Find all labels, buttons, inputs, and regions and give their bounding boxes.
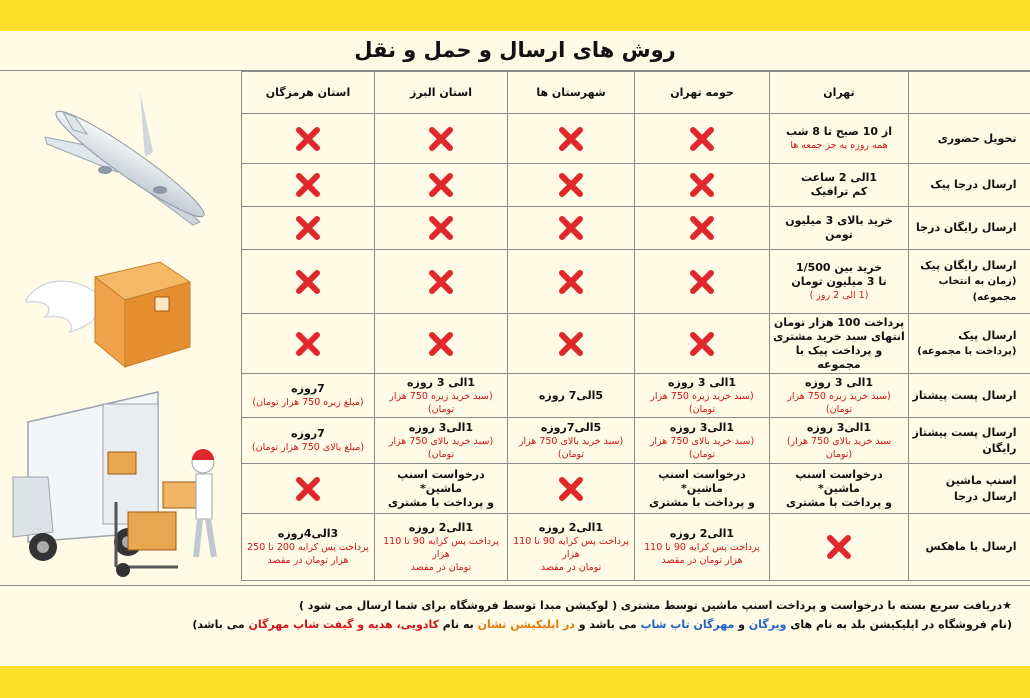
note-segment: ویرگان bbox=[748, 618, 787, 631]
table-cell bbox=[375, 250, 508, 314]
row-label-note: (پرداخت با مجموعه) bbox=[917, 345, 1017, 357]
table-cell bbox=[635, 464, 770, 514]
table-cell bbox=[508, 514, 635, 581]
cell-text: 1الی3 روزه bbox=[669, 420, 735, 434]
row-label-text: ارسال رایگان درجا bbox=[916, 221, 1017, 234]
cell-note: تومان در مقصد bbox=[410, 561, 472, 573]
table-cell bbox=[508, 207, 635, 250]
cell-note: (مبلغ زیره 750 هزار تومان) bbox=[252, 397, 364, 408]
table-cell bbox=[770, 250, 909, 314]
cell-note: سبد خرید بالای 750 هزار) bbox=[786, 435, 892, 447]
cell-text: 1الی2 روزه bbox=[669, 527, 735, 540]
column-header: شهرستان ها bbox=[508, 72, 635, 114]
cell-text: 1الی 3 روزه bbox=[407, 375, 475, 389]
cell-note: (سبد خرید بالای 750 هزار تومان) bbox=[518, 435, 624, 460]
x-mark-icon bbox=[557, 125, 585, 153]
table-row bbox=[242, 114, 1030, 164]
winged-box-icon bbox=[25, 252, 215, 382]
table-header-row bbox=[242, 72, 1030, 114]
cell-text: و پرداخت با مشتری bbox=[786, 495, 892, 509]
top-band bbox=[0, 0, 1030, 31]
table-cell bbox=[508, 418, 635, 464]
table-cell bbox=[508, 250, 635, 314]
column-header: استان البرز bbox=[375, 72, 508, 114]
table-cell bbox=[375, 164, 508, 207]
table-row bbox=[242, 314, 1030, 374]
cell-text: 1الی 2 ساعت bbox=[800, 171, 878, 184]
table-row bbox=[242, 374, 1030, 418]
table-cell bbox=[635, 514, 770, 581]
cell-text: و پرداخت با مشتری bbox=[649, 495, 755, 509]
illustration-column bbox=[0, 72, 241, 585]
table-cell bbox=[242, 514, 375, 581]
x-mark-icon bbox=[557, 171, 585, 199]
table-cell bbox=[242, 250, 375, 314]
table-row bbox=[242, 464, 1030, 514]
row-label bbox=[909, 250, 1030, 314]
cell-text: و پرداخت پیک با مجموعه bbox=[795, 343, 883, 371]
note-segment: می باشد) bbox=[192, 618, 249, 631]
cell-text: 1الی2 روزه bbox=[538, 520, 604, 534]
cell-text: درخواست اسنپ ماشین* bbox=[397, 467, 485, 495]
x-mark-icon bbox=[427, 125, 455, 153]
note-segment: کادویی، هدیه و گیفت شاپ مهرگان bbox=[248, 618, 439, 631]
shipping-methods-table bbox=[241, 71, 1030, 581]
x-mark-icon bbox=[294, 171, 322, 199]
divider-bottom bbox=[0, 585, 1030, 586]
cell-text: خرید بالای 3 میلیون تومن bbox=[785, 214, 893, 241]
airplane-icon bbox=[25, 82, 225, 242]
table-cell bbox=[635, 250, 770, 314]
x-mark-icon bbox=[557, 475, 585, 503]
cell-text: 1الی3 روزه bbox=[806, 420, 872, 434]
column-header: تهران bbox=[770, 72, 909, 114]
table-cell bbox=[508, 114, 635, 164]
cell-text: 5الی7روزه bbox=[540, 420, 602, 434]
table-cell bbox=[770, 207, 909, 250]
note-segment: (نام فروشگاه در اپلیکیشن بلد به نام های bbox=[786, 618, 1012, 631]
cell-text: از 10 صبح تا 8 شب bbox=[786, 125, 892, 138]
table-cell bbox=[242, 464, 375, 514]
cell-text: 7روزه bbox=[291, 382, 325, 395]
row-label-text: ارسال پست پیشتاز رایگان bbox=[912, 425, 1017, 455]
cell-note: (سبد خرید زیره 750 هزار تومان) bbox=[787, 390, 891, 415]
row-label-text: ارسال درجا پیک bbox=[930, 178, 1017, 191]
table-row bbox=[242, 250, 1030, 314]
table-cell bbox=[770, 164, 909, 207]
cell-text: و پرداخت با مشتری bbox=[388, 495, 494, 509]
delivery-truck-icon bbox=[8, 382, 238, 582]
table-cell bbox=[508, 374, 635, 418]
table-cell bbox=[242, 207, 375, 250]
note-segment: و bbox=[734, 618, 749, 631]
row-label bbox=[909, 114, 1030, 164]
note-line-2 bbox=[22, 615, 1012, 634]
column-header: حومه تهران bbox=[635, 72, 770, 114]
x-mark-icon bbox=[557, 214, 585, 242]
note-line-1: ★دریافت سریع بسته با درخواست و پرداخت اسنپ ماشین توسط مشتری ( لوکیشن مبدا توسط فروشگاه برای شما ارسال می شود ) bbox=[298, 599, 1012, 612]
table-cell bbox=[770, 314, 909, 374]
cell-note: (سبد خرید بالای 750 هزار تومان) bbox=[388, 435, 494, 460]
cell-text: 1الی2 روزه bbox=[408, 520, 474, 534]
row-label bbox=[909, 464, 1030, 514]
row-label-text: ارسال پیک bbox=[958, 328, 1017, 342]
table-cell bbox=[770, 374, 909, 418]
table-cell bbox=[635, 164, 770, 207]
cell-text: پرداخت 100 هزار تومان bbox=[773, 315, 905, 329]
cell-note: (سبد خرید زیره 750 هزار تومان) bbox=[650, 390, 754, 415]
table-cell bbox=[375, 314, 508, 374]
table-cell bbox=[635, 374, 770, 418]
row-label bbox=[909, 164, 1030, 207]
x-mark-icon bbox=[688, 330, 716, 358]
table-cell bbox=[375, 464, 508, 514]
cell-note: (مبلغ بالای 750 هزار تومان) bbox=[251, 442, 365, 453]
table-cell bbox=[242, 164, 375, 207]
cell-note: تومان در مقصد bbox=[540, 561, 602, 573]
row-label-text: ارسال پست پیشتاز bbox=[912, 388, 1017, 402]
table-cell bbox=[770, 114, 909, 164]
column-header: استان هرمزگان bbox=[242, 72, 375, 114]
table-cell bbox=[242, 418, 375, 464]
table-cell bbox=[508, 314, 635, 374]
cell-note: (تومان bbox=[825, 448, 853, 460]
table-cell bbox=[375, 207, 508, 250]
cell-text: خرید بین 1/500 bbox=[795, 261, 883, 274]
x-mark-icon bbox=[294, 330, 322, 358]
cell-note: (1 الی 2 روز ) bbox=[809, 290, 869, 301]
notes bbox=[22, 596, 1012, 634]
x-mark-icon bbox=[294, 268, 322, 296]
bottom-band bbox=[0, 666, 1030, 698]
row-label bbox=[909, 314, 1030, 374]
cell-note: پرداخت پس کرایه 90 تا 110 bbox=[644, 542, 760, 553]
table-cell bbox=[508, 164, 635, 207]
cell-note: (سبد خرید زیره 750 هزار تومان) bbox=[389, 390, 493, 415]
table-cell bbox=[375, 374, 508, 418]
row-label-text: ارسال رایگان پیک bbox=[920, 258, 1017, 272]
table-row bbox=[242, 207, 1030, 250]
x-mark-icon bbox=[688, 125, 716, 153]
table-cell bbox=[375, 114, 508, 164]
note-segment: مهرگان تاپ شاپ bbox=[640, 618, 735, 631]
cell-note: همه روزه به جز جمعه ها bbox=[790, 140, 888, 151]
row-label bbox=[909, 418, 1030, 464]
table-cell bbox=[635, 314, 770, 374]
row-label-text: ارسال با ماهکس bbox=[925, 540, 1017, 553]
cell-note: پرداخت پس کرایه 200 تا 250 bbox=[247, 542, 369, 553]
note-segment: می باشد و bbox=[574, 618, 641, 631]
cell-text: درخواست اسنپ ماشین* bbox=[658, 467, 746, 495]
x-mark-icon bbox=[294, 125, 322, 153]
cell-note: پرداخت پس کرایه 90 تا 110 هزار bbox=[513, 535, 629, 560]
cell-text: تا 3 میلیون تومان bbox=[791, 275, 887, 288]
header-corner bbox=[909, 72, 1030, 114]
cell-note: (سبد خرید بالای 750 هزار تومان) bbox=[649, 435, 755, 460]
x-mark-icon bbox=[427, 214, 455, 242]
cell-note: هزار تومان در مقصد bbox=[661, 555, 743, 566]
cell-note: هزار تومان در مقصد bbox=[267, 555, 349, 566]
table-cell bbox=[242, 114, 375, 164]
table-cell bbox=[508, 464, 635, 514]
cell-note: پرداخت پس کرایه 90 تا 110 هزار bbox=[383, 535, 499, 560]
table-row bbox=[242, 418, 1030, 464]
table-cell bbox=[635, 207, 770, 250]
cell-text: 5الی7 روزه bbox=[538, 388, 604, 402]
table-cell bbox=[375, 514, 508, 581]
x-mark-icon bbox=[427, 268, 455, 296]
note-segment: به نام bbox=[438, 618, 478, 631]
note-segment: در اپلیکیشن نشان bbox=[477, 618, 575, 631]
x-mark-icon bbox=[688, 214, 716, 242]
page-title: روش های ارسال و حمل و نقل bbox=[354, 38, 676, 62]
table-cell bbox=[635, 114, 770, 164]
row-label-text: اسنپ ماشین ارسال درجا bbox=[945, 473, 1017, 503]
row-label bbox=[909, 514, 1030, 581]
x-mark-icon bbox=[688, 171, 716, 199]
row-label bbox=[909, 207, 1030, 250]
x-mark-icon bbox=[688, 268, 716, 296]
cell-text: 3الی4روزه bbox=[277, 527, 339, 540]
table-cell bbox=[770, 464, 909, 514]
x-mark-icon bbox=[294, 475, 322, 503]
cell-text: درخواست اسنپ ماشین* bbox=[795, 467, 883, 495]
cell-text: 1الی 3 روزه bbox=[668, 375, 736, 389]
table-row bbox=[242, 164, 1030, 207]
table-cell bbox=[242, 314, 375, 374]
x-mark-icon bbox=[557, 268, 585, 296]
row-label-text: تحویل حضوری bbox=[937, 131, 1017, 145]
cell-text: 1الی 3 روزه bbox=[805, 375, 873, 389]
cell-text: کم ترافیک bbox=[810, 185, 868, 198]
table-cell bbox=[770, 514, 909, 581]
table-row bbox=[242, 514, 1030, 581]
table-cell bbox=[770, 418, 909, 464]
x-mark-icon bbox=[294, 214, 322, 242]
table-cell bbox=[635, 418, 770, 464]
table-cell bbox=[375, 418, 508, 464]
x-mark-icon bbox=[825, 533, 853, 561]
cell-text: انتهای سبد خرید مشتری bbox=[773, 329, 905, 343]
x-mark-icon bbox=[427, 171, 455, 199]
cell-text: 7روزه bbox=[291, 427, 325, 440]
cell-text: 1الی3 روزه bbox=[408, 420, 474, 434]
x-mark-icon bbox=[427, 330, 455, 358]
row-label-note: (زمان به انتخاب مجموعه) bbox=[938, 275, 1017, 303]
table-cell bbox=[242, 374, 375, 418]
row-label bbox=[909, 374, 1030, 418]
x-mark-icon bbox=[557, 330, 585, 358]
